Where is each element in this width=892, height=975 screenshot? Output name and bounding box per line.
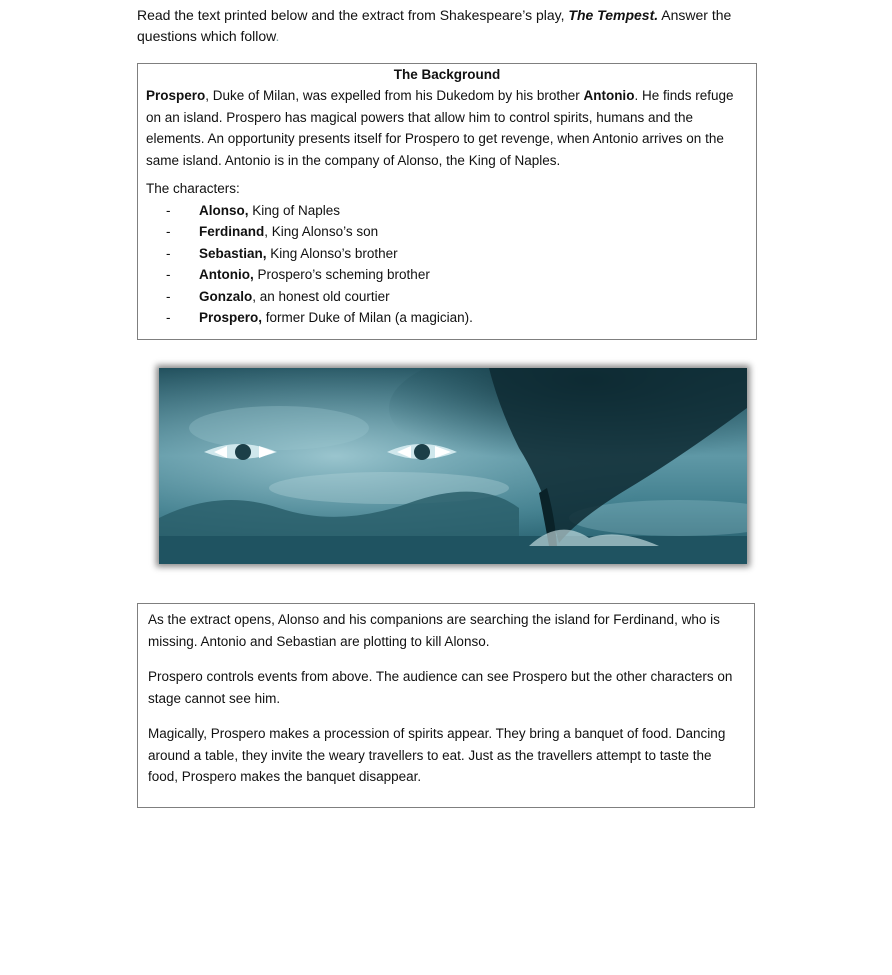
background-name-prospero: Prospero: [146, 88, 206, 103]
character-item: - Prospero, former Duke of Milan (a magician).: [166, 310, 473, 325]
character-name: Antonio,: [199, 267, 254, 282]
characters-label: The characters:: [146, 181, 240, 196]
character-desc: King of Naples: [248, 202, 341, 218]
play-title: The Tempest.: [568, 7, 659, 23]
character-name: Alonso,: [199, 202, 249, 218]
characters-list: [146, 200, 748, 329]
intro-text-after: Answer the questions which follow: [137, 7, 732, 44]
character-desc: Prospero’s scheming brother: [253, 267, 430, 282]
character-item: - Sebastian, King Alonso’s brother: [166, 245, 398, 261]
intro-text: [137, 5, 757, 47]
character-item: - Gonzalo, an honest old courtier: [166, 288, 390, 304]
background-heading: The Background: [393, 67, 501, 82]
extract-paragraph-1: As the extract opens, Alonso and his companions are searching the island for Ferdinand, who is missing. Antonio and Sebastian are plotting to kill Alonso.: [148, 612, 720, 649]
character-desc: , an honest old courtier: [252, 288, 390, 304]
character-item: - Alonso, King of Naples: [166, 202, 341, 218]
character-name: Gonzalo: [199, 288, 253, 304]
background-text-1: , Duke of Milan, was expelled from his Dukedom by his brother: [205, 88, 584, 103]
character-item: - Antonio, Prospero’s scheming brother: [166, 267, 430, 282]
character-name: Prospero,: [199, 310, 263, 325]
background-paragraph: [146, 85, 748, 171]
character-desc: King Alonso’s brother: [266, 245, 398, 261]
intro-period: .: [275, 28, 280, 44]
tempest-illustration: [159, 368, 747, 564]
extract-paragraph-2: Prospero controls events from above. The audience can see Prospero but the other characters on stage cannot see him.: [148, 669, 733, 706]
character-name: Ferdinand: [199, 224, 265, 239]
extract-paragraph-3: Magically, Prospero makes a procession of spirits appear. They bring a banquet of food. Dancing around a table, they invite the weary travellers to eat. Just as the travellers attempt to taste the food, Prospero makes the banquet disappear.: [148, 726, 726, 784]
background-name-antonio: Antonio: [583, 88, 635, 103]
background-text-2: . He finds refuge on an island. Prospero has magical powers that allow him to control spirits, humans and the elements. An opportunity presents itself for Prospero to get revenge, when Antonio arrives on the same island. Antonio is in the company of Alonso, the King of Naples.: [146, 88, 734, 168]
background-box: [137, 63, 757, 340]
character-name: Sebastian,: [199, 245, 267, 261]
intro-text-before: Read the text printed below and the extract from Shakespeare’s play,: [137, 7, 569, 23]
extract-summary-box: [137, 603, 755, 808]
tempest-banner-image: [159, 368, 747, 564]
character-item: - Ferdinand, King Alonso’s son: [166, 224, 379, 239]
character-desc: former Duke of Milan (a magician).: [262, 310, 473, 325]
character-desc: , King Alonso’s son: [264, 224, 379, 239]
